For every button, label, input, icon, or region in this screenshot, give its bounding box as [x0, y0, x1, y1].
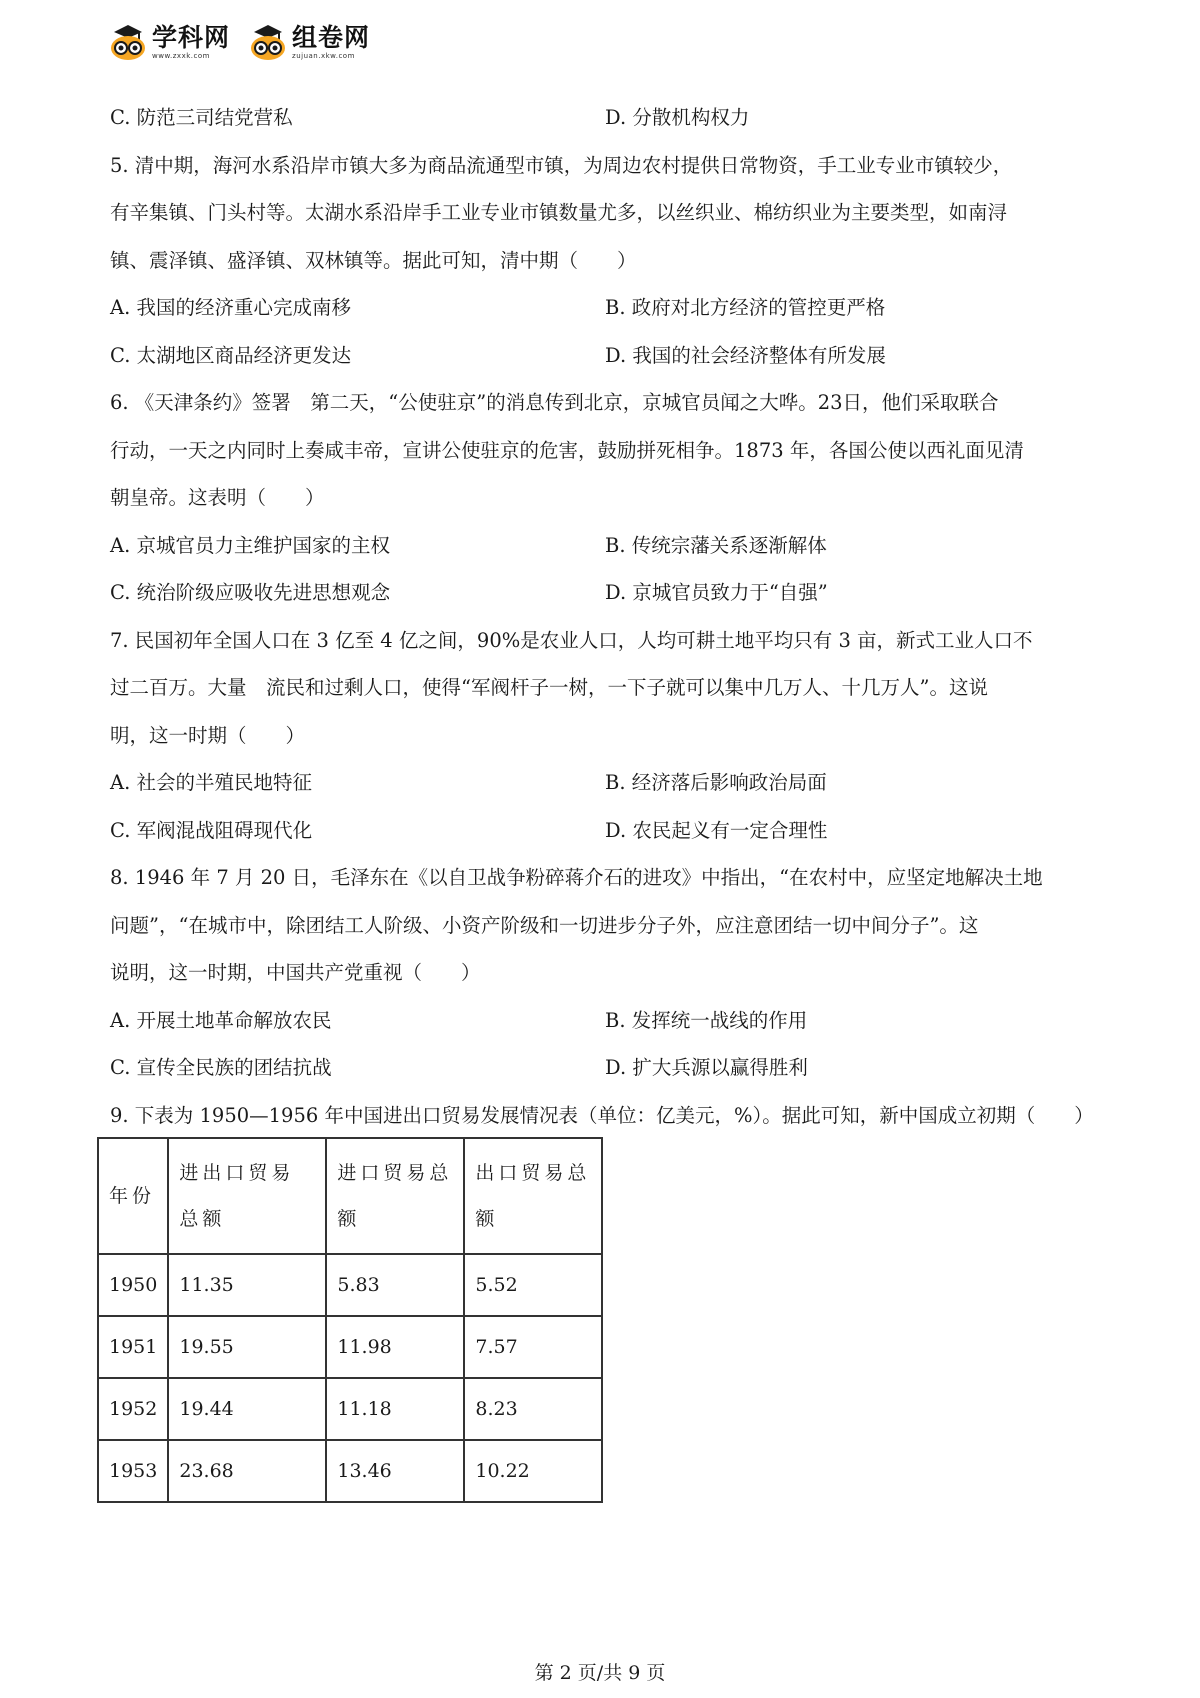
q8-stem-line: 说明，这一时期，中国共产党重视（ ） — [110, 961, 481, 984]
cell-export: 5.52 — [464, 1254, 602, 1316]
table-row — [98, 1316, 602, 1378]
cell-total: 19.55 — [168, 1316, 326, 1378]
cell-total: 23.68 — [168, 1440, 326, 1502]
cell-year: 1952 — [98, 1378, 168, 1440]
q8-option-a: A. 开展土地革命解放农民 — [110, 1008, 332, 1032]
logo1-url: www.zxxk.com — [152, 51, 210, 60]
q8-stem-line: 问题”，“在城市中，除团结工人阶级、小资产阶级和一切进步分子外，应注意团结一切中间分子”。这 — [110, 913, 979, 937]
cell-export: 7.57 — [464, 1316, 602, 1378]
q7-options-ab — [110, 759, 1100, 807]
q8-option-d: D. 扩大兵源以赢得胜利 — [605, 1056, 808, 1079]
q5-option-b: B. 政府对北方经济的管控更严格 — [605, 296, 886, 319]
table-row — [98, 1440, 602, 1502]
q5-stem-line: 镇、震泽镇、盛泽镇、双林镇等。据此可知，清中期（ ） — [110, 248, 637, 272]
q7-option-c: C. 军阀混战阻碍现代化 — [110, 818, 313, 842]
cell-year: 1953 — [98, 1440, 168, 1502]
cell-export: 10.22 — [464, 1440, 602, 1502]
question-6 — [110, 379, 1100, 617]
cell-import: 11.18 — [326, 1378, 464, 1440]
q8-option-c: C. 宣传全民族的团结抗战 — [110, 1056, 332, 1079]
header-total: 进出口贸易总额 — [168, 1138, 326, 1254]
q5-option-c: C. 太湖地区商品经济更发达 — [110, 343, 352, 367]
owl-mascot-icon — [248, 23, 288, 61]
page-footer: 第 2 页/共 9 页 — [534, 1662, 666, 1684]
q5-stem-line: 5. 清中期，海河水系沿岸市镇大多为商品流通型市镇，为周边农村提供日常物资，手工业专业市镇较少， — [110, 153, 1013, 177]
q7-stem-line: 过二百万。大量 流民和过剩人口，使得“军阀杆子一树，一下子就可以集中几万人、十几万人”。这说 — [110, 676, 988, 699]
question-7 — [110, 617, 1100, 855]
q6-stem-line: 6. 《天津条约》签署 第二天，“公使驻京”的消息传到北京，京城官员闻之大哗。23日，他们采取联合 — [110, 391, 999, 414]
q8-options-cd — [110, 1044, 1100, 1092]
q6-stem-line: 朝皇帝。这表明（ ） — [110, 486, 325, 509]
table-header-row — [98, 1138, 602, 1254]
q6-options-ab — [110, 522, 1100, 570]
header-logos — [108, 20, 370, 64]
q6-option-d: D. 京城官员致力于“自强” — [605, 581, 828, 604]
trade-table — [97, 1137, 603, 1503]
q6-option-c: C. 统治阶级应吸收先进思想观念 — [110, 581, 391, 604]
cell-total: 11.35 — [168, 1254, 326, 1316]
q8-options-ab — [110, 997, 1100, 1045]
q5-options-cd — [110, 332, 1100, 380]
q7-option-b: B. 经济落后影响政治局面 — [605, 771, 827, 794]
zujuanwang-logo — [248, 23, 370, 61]
q7-stem-line: 7. 民国初年全国人口在 3 亿至 4 亿之间，90%是农业人口，人均可耕土地平均只有 3 亩，新式工业人口不 — [110, 628, 1033, 652]
q6-option-a: A. 京城官员力主维护国家的主权 — [110, 533, 390, 557]
q5-option-a: A. 我国的经济重心完成南移 — [110, 296, 351, 319]
q9-stem-line: 9. 下表为 1950—1956 年中国进出口贸易发展情况表（单位：亿美元，%）。据此可知，新中国成立初期（ ） — [110, 1103, 1094, 1127]
header-import: 进口贸易总额 — [326, 1138, 464, 1254]
q4-option-d: D. 分散机构权力 — [605, 106, 750, 129]
q4-option-c: C. 防范三司结党营私 — [110, 106, 293, 129]
q6-option-b: B. 传统宗藩关系逐渐解体 — [605, 533, 827, 557]
q7-options-cd — [110, 807, 1100, 855]
cell-export: 8.23 — [464, 1378, 602, 1440]
cell-import: 5.83 — [326, 1254, 464, 1316]
q7-option-a: A. 社会的半殖民地特征 — [110, 771, 312, 794]
q7-option-d: D. 农民起义有一定合理性 — [605, 818, 828, 842]
logo1-name: 学科网 — [152, 22, 231, 52]
cell-year: 1951 — [98, 1316, 168, 1378]
question-8 — [110, 854, 1100, 1092]
owl-mascot-icon — [108, 23, 148, 61]
table-row — [98, 1378, 602, 1440]
cell-total: 19.44 — [168, 1378, 326, 1440]
q6-options-cd — [110, 569, 1100, 617]
cell-import: 11.98 — [326, 1316, 464, 1378]
q5-options-ab — [110, 284, 1100, 332]
logo2-url: zujuan.xkw.com — [292, 51, 355, 60]
q6-stem-line: 行动，一天之内同时上奏咸丰帝，宣讲公使驻京的危害，鼓励拼死相争。1873 年，各国公使以西礼面见清 — [110, 438, 1024, 462]
cell-import: 13.46 — [326, 1440, 464, 1502]
cell-year: 1950 — [98, 1254, 168, 1316]
logo2-name: 组卷网 — [292, 22, 371, 52]
header-year: 年份 — [98, 1138, 168, 1254]
xuekewang-logo — [108, 23, 230, 61]
q5-stem-line: 有辛集镇、门头村等。太湖水系沿岸手工业专业市镇数量尤多，以丝织业、棉纺织业为主要类型，如南浔 — [110, 201, 1008, 224]
q8-option-b: B. 发挥统一战线的作用 — [605, 1008, 808, 1032]
question-content — [110, 94, 1100, 1139]
q4-options-cd — [110, 94, 1100, 142]
question-9 — [110, 1092, 1100, 1140]
question-5 — [110, 142, 1100, 380]
header-export: 出口贸易总额 — [464, 1138, 602, 1254]
q8-stem-line: 8. 1946 年 7 月 20 日，毛泽东在《以自卫战争粉碎蒋介石的进攻》中指出，“在农村中，应坚定地解决土地 — [110, 866, 1043, 889]
table-row — [98, 1254, 602, 1316]
q5-option-d: D. 我国的社会经济整体有所发展 — [605, 343, 886, 367]
q7-stem-line: 明，这一时期（ ） — [110, 723, 306, 747]
